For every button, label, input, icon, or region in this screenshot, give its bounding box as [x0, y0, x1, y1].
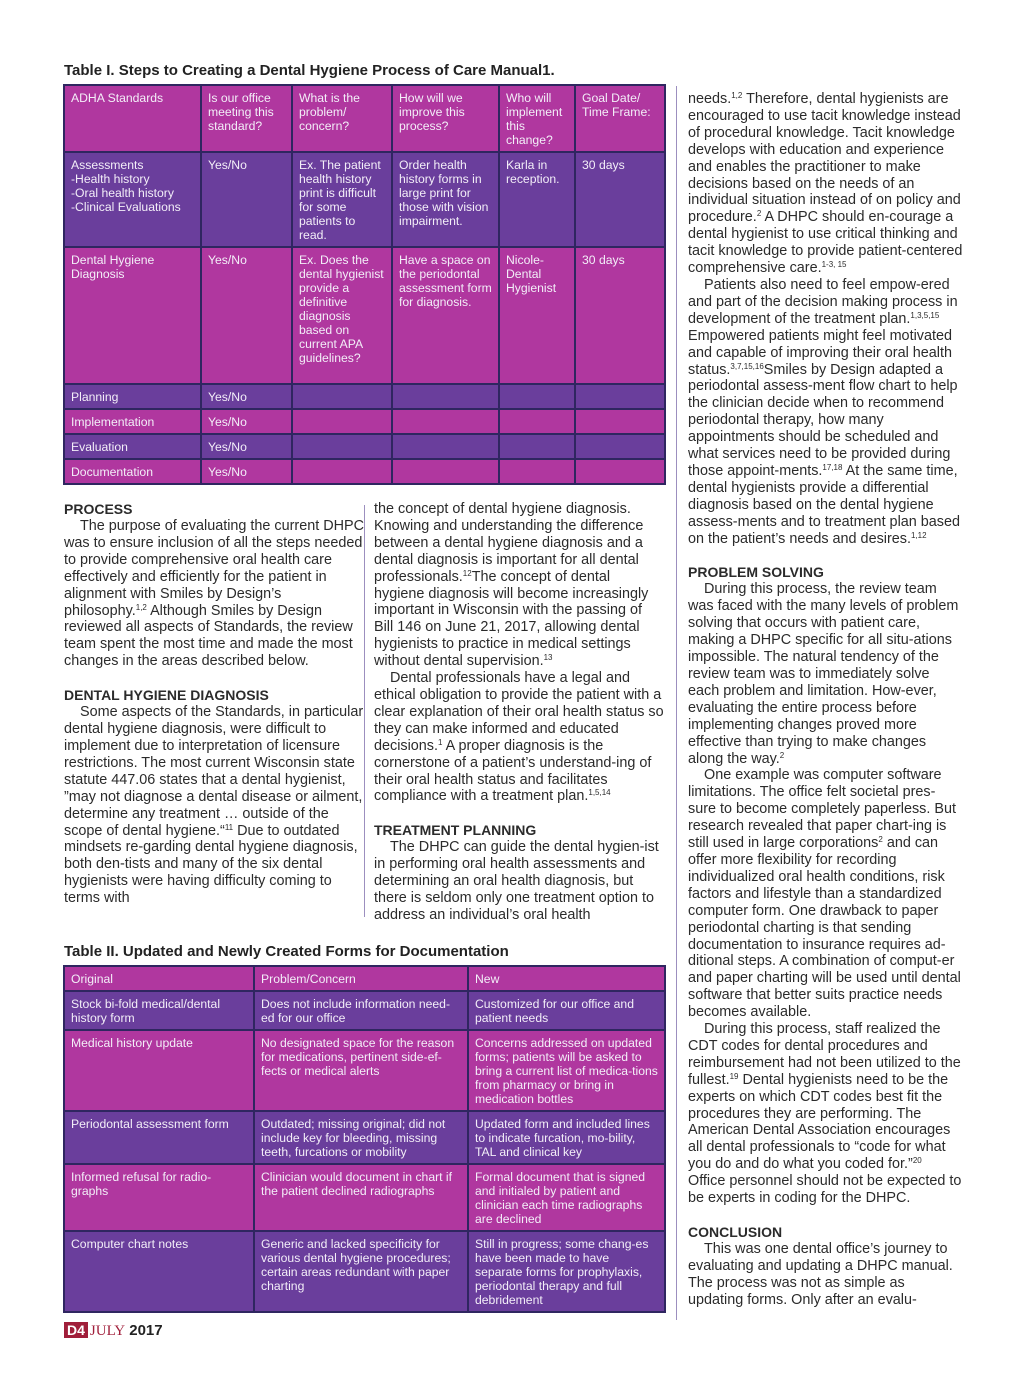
table-cell: Still in progress; some chang-es have been made to have separate forms for prophylaxis, periodontal therapy and full debridement — [468, 1231, 665, 1312]
table-cell: Updated form and included lines to indicate furcation, mo-bility, TAL and clinical key — [468, 1111, 665, 1164]
table-cell: 30 days — [575, 152, 665, 247]
table-row — [64, 247, 665, 384]
table-cell: Nicole- Dental Hygienist — [499, 247, 575, 384]
table-header-cell: Original — [64, 966, 254, 991]
table-cell — [292, 434, 392, 459]
table-cell — [499, 409, 575, 434]
table-row — [64, 991, 665, 1030]
table1-title: Table I. Steps to Creating a Dental Hygiene Process of Care Manual1. — [64, 62, 555, 79]
table-header-cell: New — [468, 966, 665, 991]
table-cell: Concerns addressed on updated forms; patients will be asked to bring a current list of medica-tions from pharmacy or bring in medication bottles — [468, 1030, 665, 1111]
table-row — [64, 409, 665, 434]
paragraph: Dental professionals have a legal and ethical obligation to provide the patient with a clear explanation of their oral health status so they can make informed and educated decisions.$^1$ A proper diagnosis is the cornerstone of a patient’s understand-ing of their oral health status and facilitates compliance with a treatment plan.$^{1,5,14}$ — [374, 670, 664, 805]
process-of-care-table — [63, 84, 666, 485]
table-cell: Dental Hygiene Diagnosis — [64, 247, 201, 384]
table-cell: Karla in reception. — [499, 152, 575, 247]
section-badge: D4 — [64, 1322, 88, 1338]
table-cell: Yes/No — [201, 459, 292, 484]
table-header-cell: Problem/Concern — [254, 966, 468, 991]
table2-title: Table II. Updated and Newly Created Forms for Documentation — [64, 943, 509, 960]
table-row — [64, 1164, 665, 1231]
heading-treatment-planning: TREATMENT PLANNING — [374, 822, 537, 839]
column-left — [64, 501, 364, 907]
paragraph: This was one dental office’s journey to evaluating and updating a DHPC manual. The process was not as simple as updating forms. Only after an evalu- — [688, 1241, 953, 1308]
table-header-cell: Is our office meeting this standard? — [201, 85, 292, 152]
table-cell: No designated space for the reason for medications, pertinent side-ef-fects or medical alerts — [254, 1030, 468, 1111]
table-cell: Evaluation — [64, 434, 201, 459]
paragraph: Patients also need to feel empow-ered and part of the decision making process in development of the treatment plan.$^{1,3,5,15}$ Empowered patients might feel motivated and capable of improving their oral health status.$^{3,7,15,16}$Smiles by Design adapted a periodontal assess-ment flow chart to help the clinician decide when to recommend periodontal therapy, how many appointments should be scheduled and what services need to be provided during those appoint-ments.$^{17,18}$ At the same time, dental hygienists provide a differential diagnosis based on the dental hygiene assess-ments and to treatment plan based on the patient’s needs and desires.$^{1,12}$ — [688, 276, 960, 547]
table-cell: Generic and lacked specificity for various dental hygiene procedures; certain areas redundant with paper charting — [254, 1231, 468, 1312]
table-cell: Ex. The patient health history print is difficult for some patients to read. — [292, 152, 392, 247]
table-cell: Yes/No — [201, 247, 292, 384]
table-cell — [392, 384, 499, 409]
table-header-cell: How will we improve this process? — [392, 85, 499, 152]
table-cell: Medical history update — [64, 1030, 254, 1111]
table-cell: Customized for our office and patient needs — [468, 991, 665, 1030]
table-cell: 30 days — [575, 247, 665, 384]
table-row — [64, 1030, 665, 1111]
table-cell: Ex. Does the dental hygienist provide a definitive diagnosis based on current APA guidelines? — [292, 247, 392, 384]
table-cell — [392, 459, 499, 484]
paragraph: One example was computer software limitations. The office felt societal pres-sure to become completely paperless. But research revealed that paper chart-ing is still used in large corporations$^2$ and can offer more flexibility for recording individualized oral health conditions, risk factors and lifestyle than a standardized computer form. One drawback to paper periodontal charting is that sending documentation to insurance requires ad-ditional steps. A combination of comput-er and paper charting will be used until dental software that better suits practice needs becomes available. — [688, 767, 961, 1021]
paragraph: During this process, the review team was faced with the many levels of problem solving that occurs with patient care, making a DHPC specific for all situ-ations impossible. The natural tendency of the review team was to immediately solve each problem and limitation. How-ever, evaluating the entire process before implementing changes proved more effective than trying to make changes along the way.$^2$ — [688, 581, 959, 767]
table-cell — [292, 384, 392, 409]
table-cell — [575, 409, 665, 434]
table-cell: Outdated; missing original; did not include key for bleeding, missing teeth, furcations or mobility — [254, 1111, 468, 1164]
table-header-cell: What is the problem/ concern? — [292, 85, 392, 152]
column-divider — [364, 505, 365, 917]
table-cell — [499, 434, 575, 459]
paragraph: During this process, staff realized the CDT codes for dental procedures and reimbursement had not been utilized to the fullest.$^{19}$ Dental hygienists need to be the experts on which CDT codes best fit the procedures they are performing. The American Dental Association encourages all dental professionals to “code for what you do and do what you coded for.”$^{20}$ Office personnel should not be expected to be experts in coding for the DHPC. — [688, 1021, 962, 1207]
table-row — [64, 1111, 665, 1164]
heading-process: PROCESS — [64, 501, 133, 517]
table-cell: Planning — [64, 384, 201, 409]
table-cell — [575, 384, 665, 409]
issue-year: 2017 — [129, 1322, 163, 1339]
table-cell — [575, 459, 665, 484]
table-header-cell: Who will implement this change? — [499, 85, 575, 152]
table-cell: Informed refusal for radio-graphs — [64, 1164, 254, 1231]
table-cell: Yes/No — [201, 384, 292, 409]
table-cell: Computer chart notes — [64, 1231, 254, 1312]
table-cell — [499, 384, 575, 409]
table-cell: Have a space on the periodontal assessment form for diagnosis. — [392, 247, 499, 384]
table-row — [64, 384, 665, 409]
page-footer — [64, 1322, 163, 1340]
table-cell — [392, 409, 499, 434]
table-cell — [292, 409, 392, 434]
paragraph: the concept of dental hygiene diagnosis. Knowing and understanding the difference between a dental hygiene diagnosis and a dental diagnosis is important for all dental professionals.$^{12}$The concept of dental hygiene diagnosis will become increasingly important in Wisconsin with the passing of Bill 146 on June 21, 2017, allowing dental hygienists to practice in medical settings without dental supervision.$^{13}$ — [374, 501, 649, 670]
table-cell: Formal document that is signed and initialed by patient and clinician each time radiographs are declined — [468, 1164, 665, 1231]
table-cell: Order health history forms in large print for those with vision impairment. — [392, 152, 499, 247]
table-cell: Does not include information need-ed for our office — [254, 991, 468, 1030]
paragraph: The purpose of evaluating the current DHPC was to ensure inclusion of all the steps needed to provide comprehensive oral health care effectively and efficiently for the patient in alignment with Smiles by Design’s philosophy.$^{1,2}$ Although Smiles by Design reviewed all aspects of Standards, the review team spent the most time and made the most changes in the areas described below. — [64, 518, 364, 670]
table-row — [64, 966, 665, 991]
issue-month: JULY — [89, 1323, 126, 1339]
table-row — [64, 85, 665, 152]
documentation-forms-table — [63, 965, 666, 1313]
column-right — [688, 91, 963, 1309]
table-row — [64, 459, 665, 484]
table-cell — [575, 434, 665, 459]
table-cell: Documentation — [64, 459, 201, 484]
table-row — [64, 434, 665, 459]
table-cell: Assessments -Health history -Oral health history -Clinical Evaluations — [64, 152, 201, 247]
paragraph: Some aspects of the Standards, in particular dental hygiene diagnosis, were difficult to implement due to interpretation of licensure restrictions. The most current Wisconsin state statute 447.06 states that a dental hygienist, ”may not diagnose a dental disease or ailment, determine any treatment … outside of the scope of dental hygiene.“$^{11}$ Due to outdated mindsets re-garding dental hygiene diagnosis, both den-tists and many of the six dental hygienists were having difficulty coming to terms with — [64, 704, 364, 907]
table-header-cell: ADHA Standards — [64, 85, 201, 152]
paragraph: The DHPC can guide the dental hygien-ist in performing oral health assessments and determining an oral health diagnosis, but there is seldom only one treatment option to address an individual’s oral health — [374, 839, 659, 923]
table-cell: Periodontal assessment form — [64, 1111, 254, 1164]
column-middle — [374, 501, 664, 924]
paragraph: needs.$^{1,2}$ Therefore, dental hygienists are encouraged to use tacit knowledge instead of procedural knowledge. Tacit knowledge develops with education and experience and enables the practitioner to make decisions based on the needs of an individual situation instead of on policy and procedure.$^2$ A DHPC should en-courage a dental hygienist to use critical thinking and tacit knowledge to provide patient-centered comprehensive care.$^{1-3, 15}$ — [688, 91, 963, 277]
table-header-cell: Goal Date/ Time Frame: — [575, 85, 665, 152]
table-cell: Implementation — [64, 409, 201, 434]
heading-problem-solving: PROBLEM SOLVING — [688, 564, 824, 581]
column-divider — [676, 86, 677, 1320]
table-cell — [499, 459, 575, 484]
table-row — [64, 1231, 665, 1312]
table-cell — [392, 434, 499, 459]
heading-conclusion: CONCLUSION — [688, 1224, 783, 1240]
table-cell: Yes/No — [201, 409, 292, 434]
table-cell: Clinician would document in chart if the patient declined radiographs — [254, 1164, 468, 1231]
table-cell — [292, 459, 392, 484]
table-cell: Stock bi-fold medical/dental history form — [64, 991, 254, 1030]
table-cell: Yes/No — [201, 152, 292, 247]
table-cell: Yes/No — [201, 434, 292, 459]
heading-diagnosis: DENTAL HYGIENE DIAGNOSIS — [64, 687, 269, 704]
table-row — [64, 152, 665, 247]
